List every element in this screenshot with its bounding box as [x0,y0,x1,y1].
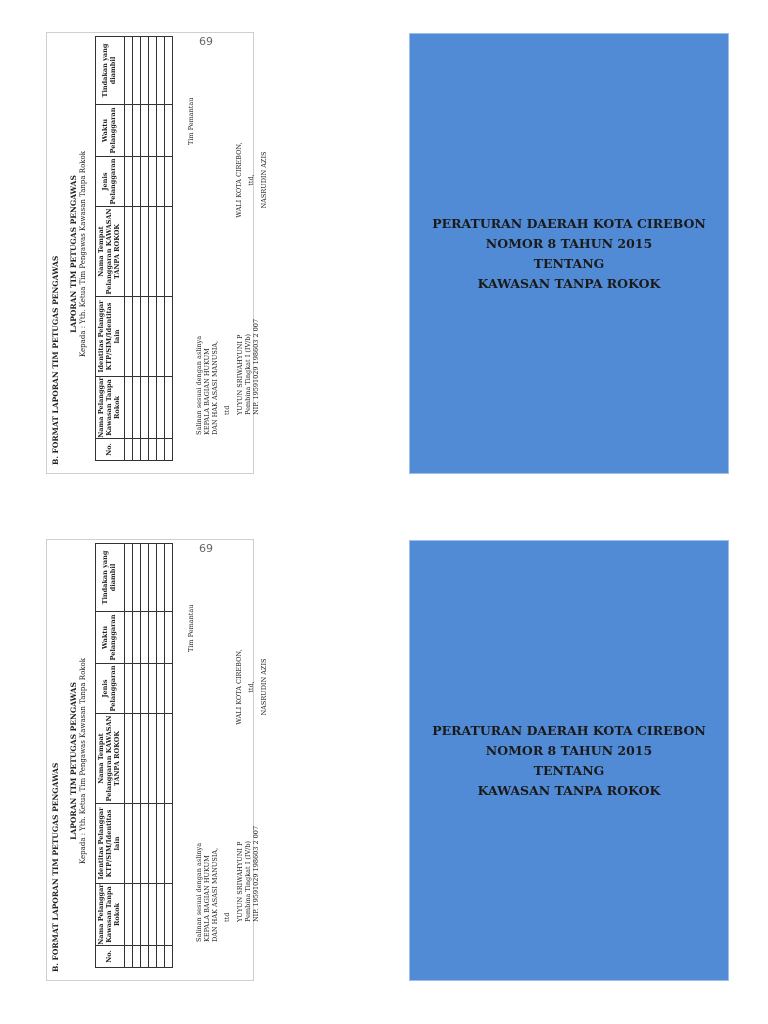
table-row [165,37,173,461]
header-violation-place: Nama Tempat Pelanggaran KAWASAN TANPA ROKOK [96,207,125,297]
header-violator-name: Nama Pelanggar Kawasan Tanpa Rokok [96,377,125,439]
cover-bottom [409,540,729,981]
signature-line: DAN HAK ASASI MANUSIA, [211,340,220,435]
team-label: Tim Pemantau [187,604,195,652]
cover-title-line: NOMOR 8 TAHUN 2015 [485,235,653,251]
header-no: No. [96,946,125,968]
table-row [165,544,173,968]
signature-right [235,115,268,245]
table-row [149,544,157,968]
report-table [95,543,173,968]
signature-line: YUYUN SRIWAHYUNI P [235,841,244,922]
document-page-top [46,32,268,474]
section-heading: B. FORMAT LAPORAN TIM PETUGAS PENGAWAS [51,762,60,972]
signature-line: KEPALA BAGIAN HUKUM [203,348,212,435]
signature-line: ttd, [247,174,256,186]
header-violation-time: Waktu Pelanggaran [96,612,125,664]
table-row [149,37,157,461]
signature-right [235,622,268,752]
header-violator-name: Nama Pelanggar Kawasan Tanpa Rokok [96,884,125,946]
header-violation-place: Nama Tempat Pelanggaran KAWASAN TANPA ROKOK [96,714,125,804]
header-action-taken: Tindakan yang diambil [96,37,125,105]
table-row [133,544,141,968]
table-header-row [96,544,125,968]
signature-line: Salinan sesuai dengan aslinya [195,335,203,435]
report-addressee: Kepada : Yth. Ketua Tim Pengawas Kawasan Tanpa Rokok [79,151,87,357]
cover-title-line: NOMOR 8 TAHUN 2015 [485,742,653,758]
signature-line: KEPALA BAGIAN HUKUM [203,855,212,942]
signature-left [195,822,260,942]
header-violation-time: Waktu Pelanggaran [96,105,125,157]
table-row [125,37,133,461]
header-no: No. [96,439,125,461]
header-violation-type: Jenis Pelanggaran [96,664,125,714]
cover-title-line: KAWASAN TANPA ROKOK [477,275,661,291]
signature-line: NASRUDIN AZIS [259,151,268,209]
table-row [141,37,149,461]
signature-line: WALI KOTA CIREBON, [235,649,243,725]
table-row [133,37,141,461]
table-row [157,544,165,968]
signature-left [195,315,260,435]
page-number: 69 [199,542,213,555]
table-header-row [96,37,125,461]
signature-line: NIP. 19591029 198603 2 007 [251,825,260,922]
rotated-content [47,33,268,475]
signature-line: NASRUDIN AZIS [259,658,268,716]
signature-line: WALI KOTA CIREBON, [235,142,243,218]
table-row [141,544,149,968]
table-row [125,544,133,968]
report-addressee: Kepada : Yth. Ketua Tim Pengawas Kawasan Tanpa Rokok [79,658,87,864]
report-title: LAPORAN TIM PETUGAS PENGAWAS [69,682,78,840]
table-row [157,37,165,461]
cover-title-line: KAWASAN TANPA ROKOK [477,782,661,798]
signature-line: Pembina Tingkat I (IV/b) [243,840,252,922]
signature-line: Pembina Tingkat I (IV/b) [243,333,252,415]
section-heading: B. FORMAT LAPORAN TIM PETUGAS PENGAWAS [51,255,60,465]
rotated-content [47,540,268,982]
cover-title-line: TENTANG [533,255,605,271]
signature-line: ttd, [247,681,256,693]
signature-line: ttd [223,405,232,415]
signature-line: ttd [223,912,232,922]
header-action-taken: Tindakan yang diambil [96,544,125,612]
cover-title-line: TENTANG [533,762,605,778]
signature-line: DAN HAK ASASI MANUSIA, [211,847,220,942]
report-title: LAPORAN TIM PETUGAS PENGAWAS [69,175,78,333]
report-table [95,36,173,461]
cover-title-line: PERATURAN DAERAH KOTA CIREBON [432,215,706,231]
header-violation-type: Jenis Pelanggaran [96,157,125,207]
signature-line: NIP. 19591029 198603 2 007 [251,318,260,415]
signature-line: YUYUN SRIWAHYUNI P [235,334,244,415]
signature-line: Salinan sesuai dengan aslinya [195,842,203,942]
cover-top [409,33,729,474]
header-violator-id: Identitas Pelanggar KTP/SIM/Identitas lain [96,804,125,884]
cover-title-line: PERATURAN DAERAH KOTA CIREBON [432,722,706,738]
team-label: Tim Pemantau [187,97,195,145]
page-number: 69 [199,35,213,48]
document-page-bottom [46,539,268,981]
header-violator-id: Identitas Pelanggar KTP/SIM/Identitas lain [96,297,125,377]
